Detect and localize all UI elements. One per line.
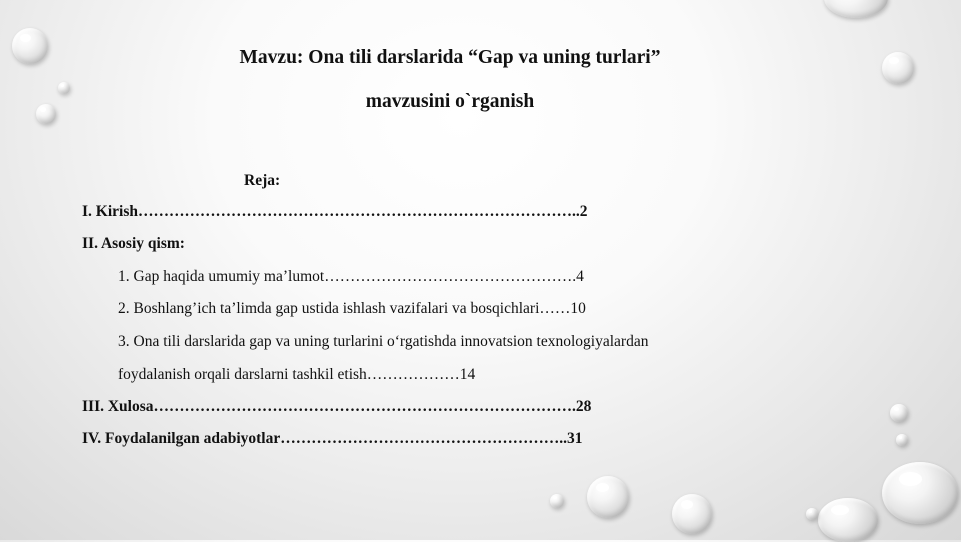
water-drop-decoration	[824, 0, 888, 18]
page-title: Mavzu: Ona tili darslarida “Gap va uning turlari”	[239, 47, 661, 68]
plan-item: IV. Foydalanilgan adabiyotlar………………………………………………..31	[82, 430, 583, 447]
water-drop-decoration	[587, 476, 629, 518]
plan-item: III. Xulosa……………………………………………………………………….28	[82, 398, 592, 415]
plan-item: II. Asosiy qism:	[82, 235, 185, 252]
water-drop-decoration	[58, 82, 70, 94]
plan-heading: Reja:	[244, 172, 281, 189]
water-drop-decoration	[550, 494, 564, 508]
page-title-line2: mavzusini o`rganish	[365, 91, 535, 112]
water-drop-decoration	[818, 498, 878, 542]
plan-subitem: 3. Ona tili darslarida gap va uning turlarini o‘rgatishda innovatsion texnologiyalardan	[118, 333, 649, 350]
water-drop-decoration	[806, 508, 818, 520]
plan-item: I. Kirish…………………………………………………………………………..2	[82, 203, 588, 220]
plan-subitem-continuation: foydalanish orqali darslarni tashkil etish………………14	[118, 366, 476, 383]
water-drop-decoration	[672, 494, 712, 534]
water-drop-decoration	[12, 28, 48, 64]
water-drop-decoration	[36, 104, 56, 124]
water-drop-decoration	[896, 434, 908, 446]
water-drop-decoration	[882, 52, 914, 84]
plan-subitem: 1. Gap haqida umumiy ma’lumot………………………………………….4	[118, 268, 584, 285]
plan-subitem: 2. Boshlang’ich ta’limda gap ustida ishlash vazifalari va bosqichlari……10	[118, 300, 586, 317]
water-drop-decoration	[882, 462, 958, 524]
water-drop-decoration	[890, 404, 908, 422]
